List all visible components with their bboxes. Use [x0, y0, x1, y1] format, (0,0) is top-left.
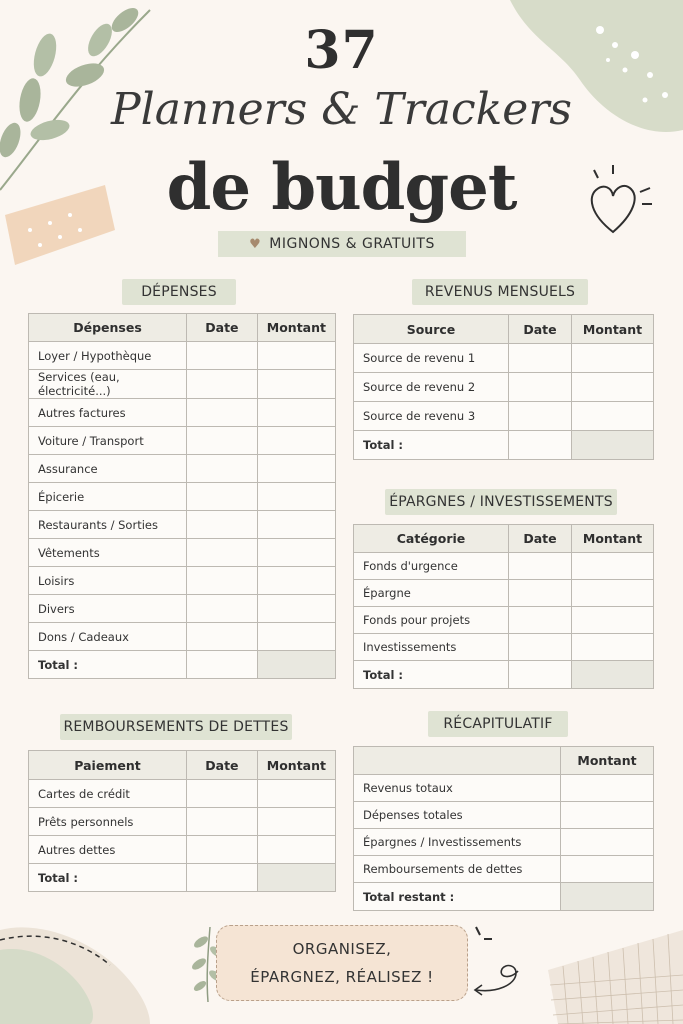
- arrow-doodle-icon: [466, 925, 526, 1000]
- amount-cell[interactable]: [257, 836, 335, 864]
- row-label: Loisirs: [29, 567, 187, 595]
- table-row: [29, 595, 336, 623]
- total-row: [354, 661, 654, 689]
- date-cell[interactable]: [187, 651, 258, 679]
- date-cell[interactable]: [509, 607, 572, 634]
- total-row: [354, 883, 654, 911]
- table-row: [29, 342, 336, 370]
- amount-cell[interactable]: [257, 595, 335, 623]
- table-row: [29, 455, 336, 483]
- column-header: Dépenses: [29, 314, 187, 342]
- decor-blob-bottom-left: [0, 910, 160, 1024]
- date-cell[interactable]: [187, 808, 258, 836]
- column-header: Date: [187, 314, 258, 342]
- amount-cell[interactable]: [257, 539, 335, 567]
- row-label: Autres dettes: [29, 836, 187, 864]
- title-number: 37: [304, 20, 379, 81]
- column-header: Montant: [572, 525, 654, 553]
- total-label: Total :: [354, 431, 509, 460]
- amount-cell[interactable]: [257, 342, 335, 370]
- row-label: Dons / Cadeaux: [29, 623, 187, 651]
- table-row: [29, 539, 336, 567]
- total-amount-cell[interactable]: [561, 883, 654, 911]
- row-label: Fonds d'urgence: [354, 553, 509, 580]
- table-dettes: [28, 750, 336, 892]
- date-cell[interactable]: [509, 402, 572, 431]
- row-label: Autres factures: [29, 399, 187, 427]
- row-label: Épargnes / Investissements: [354, 829, 561, 856]
- heart-icon: ♥: [249, 236, 262, 252]
- date-cell[interactable]: [187, 342, 258, 370]
- date-cell[interactable]: [187, 370, 258, 399]
- row-label: Fonds pour projets: [354, 607, 509, 634]
- date-cell[interactable]: [187, 864, 258, 892]
- table-depenses: [28, 313, 336, 679]
- table-row: [354, 829, 654, 856]
- table-row: [354, 580, 654, 607]
- column-header: Paiement: [29, 751, 187, 780]
- amount-cell[interactable]: [572, 634, 654, 661]
- table-row: [354, 402, 654, 431]
- date-cell[interactable]: [187, 780, 258, 808]
- total-label: Total restant :: [354, 883, 561, 911]
- section-title-recap: RÉCAPITULATIF: [428, 711, 568, 737]
- total-amount-cell[interactable]: [572, 431, 654, 460]
- table-row: [354, 775, 654, 802]
- table-row: [29, 623, 336, 651]
- row-label: Assurance: [29, 455, 187, 483]
- table-row: [354, 634, 654, 661]
- row-label: Cartes de crédit: [29, 780, 187, 808]
- total-row: [29, 864, 336, 892]
- column-header: Montant: [257, 314, 335, 342]
- row-label: Loyer / Hypothèque: [29, 342, 187, 370]
- date-cell[interactable]: [187, 623, 258, 651]
- table-row: [354, 802, 654, 829]
- row-label: Investissements: [354, 634, 509, 661]
- column-header: Source: [354, 315, 509, 344]
- section-title-depenses: DÉPENSES: [122, 279, 236, 305]
- table-row: [354, 344, 654, 373]
- motto-line-1: ORGANISEZ,: [292, 940, 392, 958]
- row-label: Source de revenu 3: [354, 402, 509, 431]
- amount-cell[interactable]: [561, 802, 654, 829]
- row-label: Source de revenu 2: [354, 373, 509, 402]
- total-amount-cell[interactable]: [257, 651, 335, 679]
- row-label: Dépenses totales: [354, 802, 561, 829]
- table-row: [29, 780, 336, 808]
- date-cell[interactable]: [187, 511, 258, 539]
- date-cell[interactable]: [509, 553, 572, 580]
- table-row: [354, 373, 654, 402]
- date-cell[interactable]: [187, 483, 258, 511]
- amount-cell[interactable]: [572, 373, 654, 402]
- amount-cell[interactable]: [257, 780, 335, 808]
- date-cell[interactable]: [187, 455, 258, 483]
- table-row: [29, 836, 336, 864]
- section-title-epargnes: ÉPARGNES / INVESTISSEMENTS: [385, 489, 617, 515]
- total-row: [354, 431, 654, 460]
- row-label: Voiture / Transport: [29, 427, 187, 455]
- table-recap: [353, 746, 654, 911]
- date-cell[interactable]: [509, 344, 572, 373]
- total-label: Total :: [29, 864, 187, 892]
- amount-cell[interactable]: [572, 580, 654, 607]
- column-header: Date: [509, 525, 572, 553]
- amount-cell[interactable]: [572, 607, 654, 634]
- motto-line-2: ÉPARGNEZ, RÉALISEZ !: [250, 968, 434, 986]
- date-cell[interactable]: [509, 580, 572, 607]
- column-header: Montant: [561, 747, 654, 775]
- table-row: [29, 427, 336, 455]
- date-cell[interactable]: [187, 399, 258, 427]
- table-row: [354, 856, 654, 883]
- table-row: [29, 567, 336, 595]
- column-header: Montant: [572, 315, 654, 344]
- amount-cell[interactable]: [572, 402, 654, 431]
- badge-label: MIGNONS & GRATUITS: [269, 236, 435, 252]
- amount-cell[interactable]: [257, 623, 335, 651]
- date-cell[interactable]: [187, 836, 258, 864]
- date-cell[interactable]: [509, 373, 572, 402]
- date-cell[interactable]: [509, 431, 572, 460]
- section-title-revenus: REVENUS MENSUELS: [412, 279, 588, 305]
- total-amount-cell[interactable]: [257, 864, 335, 892]
- title-script: Planners & Trackers: [111, 84, 572, 135]
- date-cell[interactable]: [187, 427, 258, 455]
- table-row: [29, 370, 336, 399]
- row-label: Épargne: [354, 580, 509, 607]
- row-label: Vêtements: [29, 539, 187, 567]
- row-label: Restaurants / Sorties: [29, 511, 187, 539]
- amount-cell[interactable]: [257, 370, 335, 399]
- motto-banner: [216, 925, 468, 1001]
- subtitle-badge: [218, 231, 466, 257]
- date-cell[interactable]: [187, 567, 258, 595]
- row-label: Épicerie: [29, 483, 187, 511]
- total-label: Total :: [29, 651, 187, 679]
- amount-cell[interactable]: [257, 427, 335, 455]
- page-title: de budget: [166, 150, 517, 225]
- date-cell[interactable]: [187, 539, 258, 567]
- amount-cell[interactable]: [257, 483, 335, 511]
- column-header: Montant: [257, 751, 335, 780]
- table-row: [354, 607, 654, 634]
- table-row: [29, 399, 336, 427]
- total-amount-cell[interactable]: [572, 661, 654, 689]
- amount-cell[interactable]: [561, 775, 654, 802]
- amount-cell[interactable]: [257, 567, 335, 595]
- amount-cell[interactable]: [561, 856, 654, 883]
- row-label: Prêts personnels: [29, 808, 187, 836]
- amount-cell[interactable]: [257, 808, 335, 836]
- column-header: Date: [509, 315, 572, 344]
- table-row: [29, 808, 336, 836]
- table-row: [29, 511, 336, 539]
- row-label: Source de revenu 1: [354, 344, 509, 373]
- amount-cell[interactable]: [257, 455, 335, 483]
- section-title-dettes: REMBOURSEMENTS DE DETTES: [60, 714, 292, 740]
- column-header: Date: [187, 751, 258, 780]
- amount-cell[interactable]: [257, 511, 335, 539]
- total-label: Total :: [354, 661, 509, 689]
- column-header: Catégorie: [354, 525, 509, 553]
- column-header: [354, 747, 561, 775]
- total-row: [29, 651, 336, 679]
- amount-cell[interactable]: [257, 399, 335, 427]
- date-cell[interactable]: [509, 661, 572, 689]
- table-row: [354, 553, 654, 580]
- amount-cell[interactable]: [572, 553, 654, 580]
- grid-paper-decoration: [548, 930, 683, 1024]
- date-cell[interactable]: [187, 595, 258, 623]
- amount-cell[interactable]: [561, 829, 654, 856]
- table-epargnes: [353, 524, 654, 689]
- amount-cell[interactable]: [572, 344, 654, 373]
- row-label: Remboursements de dettes: [354, 856, 561, 883]
- row-label: Services (eau, électricité...): [29, 370, 187, 399]
- date-cell[interactable]: [509, 634, 572, 661]
- table-revenus: [353, 314, 654, 460]
- row-label: Divers: [29, 595, 187, 623]
- table-row: [29, 483, 336, 511]
- row-label: Revenus totaux: [354, 775, 561, 802]
